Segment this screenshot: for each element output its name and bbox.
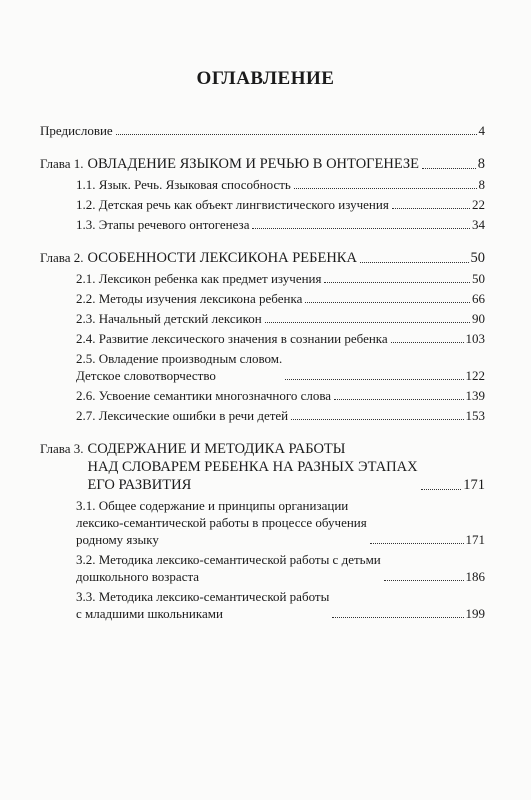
section-label: 2.3. Начальный детский лексикон bbox=[76, 311, 262, 326]
dot-leader bbox=[294, 188, 477, 189]
dot-leader bbox=[360, 262, 469, 263]
toc-entry-label: Предисловие bbox=[40, 123, 113, 138]
dot-leader bbox=[332, 617, 463, 618]
toc-chapter-2[interactable] bbox=[40, 249, 485, 267]
toc-page-number: 50 bbox=[470, 250, 485, 266]
toc-page-number: 22 bbox=[472, 197, 485, 212]
dot-leader bbox=[324, 282, 470, 283]
toc-section-2-4[interactable] bbox=[40, 330, 485, 347]
section-label: 2.6. Усвоение семантики многозначного слова bbox=[76, 388, 332, 403]
section-label: 2.5. Овладение производным словом. Детское словотворчество bbox=[76, 351, 283, 383]
toc-entry-preface[interactable] bbox=[40, 122, 485, 139]
section-label: 2.2. Методы изучения лексикона ребенка bbox=[76, 291, 303, 306]
toc-section-1-2[interactable] bbox=[40, 196, 485, 213]
toc-page-number: 153 bbox=[465, 408, 485, 423]
dot-leader bbox=[422, 168, 476, 169]
dot-leader bbox=[392, 208, 470, 209]
dot-leader bbox=[252, 228, 470, 229]
chapter-title: СОДЕРЖАНИЕ И МЕТОДИКА РАБОТЫ НАД СЛОВАРЕМ РЕБЕНКА НА РАЗНЫХ ЭТАПАХ ЕГО РАЗВИТИЯ bbox=[87, 441, 418, 493]
dot-leader bbox=[370, 543, 464, 544]
toc-page-number: 171 bbox=[465, 532, 485, 547]
toc-page-number: 90 bbox=[472, 311, 485, 326]
section-label: 3.1. Общее содержание и принципы организации лексико-семантической работы в процессе обучения родному языку bbox=[76, 498, 367, 547]
toc-section-3-3[interactable] bbox=[40, 588, 485, 622]
dot-leader bbox=[291, 419, 463, 420]
chapter-prefix: Глава 2. bbox=[40, 250, 84, 265]
section-label: 1.1. Язык. Речь. Языковая способность bbox=[76, 177, 291, 192]
dot-leader bbox=[421, 489, 462, 490]
section-label: 2.4. Развитие лексического значения в сознании ребенка bbox=[76, 331, 388, 346]
section-label: 1.3. Этапы речевого онтогенеза bbox=[76, 217, 250, 232]
section-label: 2.1. Лексикон ребенка как предмет изучения bbox=[76, 271, 322, 286]
toc-page-number: 50 bbox=[472, 271, 485, 286]
toc-section-2-7[interactable] bbox=[40, 407, 485, 424]
chapter-prefix: Глава 3. bbox=[40, 441, 84, 456]
toc-chapter-3[interactable] bbox=[40, 440, 485, 494]
dot-leader bbox=[285, 379, 463, 380]
toc-page-number: 4 bbox=[478, 123, 485, 138]
dot-leader bbox=[391, 342, 464, 343]
chapter-title: ОВЛАДЕНИЕ ЯЗЫКОМ И РЕЧЬЮ В ОНТОГЕНЕЗЕ bbox=[87, 156, 420, 172]
chapter-title: ОСОБЕННОСТИ ЛЕКСИКОНА РЕБЕНКА bbox=[87, 250, 357, 266]
chapter-prefix: Глава 1. bbox=[40, 156, 84, 171]
section-label: 1.2. Детская речь как объект лингвистического изучения bbox=[76, 197, 389, 212]
toc-page-number: 34 bbox=[472, 217, 485, 232]
table-of-contents bbox=[40, 122, 485, 622]
toc-page-number: 66 bbox=[472, 291, 485, 306]
dot-leader bbox=[384, 580, 464, 581]
toc-section-2-5[interactable] bbox=[40, 350, 485, 384]
section-label: 3.3. Методика лексико-семантической работы с младшими школьниками bbox=[76, 589, 330, 621]
toc-section-2-2[interactable] bbox=[40, 290, 485, 307]
toc-page-number: 122 bbox=[465, 368, 485, 383]
toc-section-2-1[interactable] bbox=[40, 270, 485, 287]
dot-leader bbox=[265, 322, 470, 323]
toc-title: ОГЛАВЛЕНИЕ bbox=[196, 68, 335, 89]
dot-leader bbox=[116, 134, 477, 135]
toc-page-number: 8 bbox=[477, 156, 485, 172]
toc-page-number: 8 bbox=[478, 177, 485, 192]
toc-page-number: 171 bbox=[463, 477, 485, 493]
toc-section-2-3[interactable] bbox=[40, 310, 485, 327]
toc-section-3-2[interactable] bbox=[40, 551, 485, 585]
toc-section-3-1[interactable] bbox=[40, 497, 485, 548]
section-label: 2.7. Лексические ошибки в речи детей bbox=[76, 408, 289, 423]
toc-section-1-3[interactable] bbox=[40, 216, 485, 233]
toc-chapter-1[interactable] bbox=[40, 155, 485, 173]
toc-page-number: 186 bbox=[465, 569, 485, 584]
toc-section-2-6[interactable] bbox=[40, 387, 485, 404]
dot-leader bbox=[305, 302, 470, 303]
toc-page-number: 139 bbox=[465, 388, 485, 403]
toc-page-number: 103 bbox=[465, 331, 485, 346]
toc-page-number: 199 bbox=[465, 606, 485, 621]
dot-leader bbox=[334, 399, 463, 400]
section-label: 3.2. Методика лексико-семантической работы с детьми дошкольного возраста bbox=[76, 552, 381, 584]
toc-section-1-1[interactable] bbox=[40, 176, 485, 193]
